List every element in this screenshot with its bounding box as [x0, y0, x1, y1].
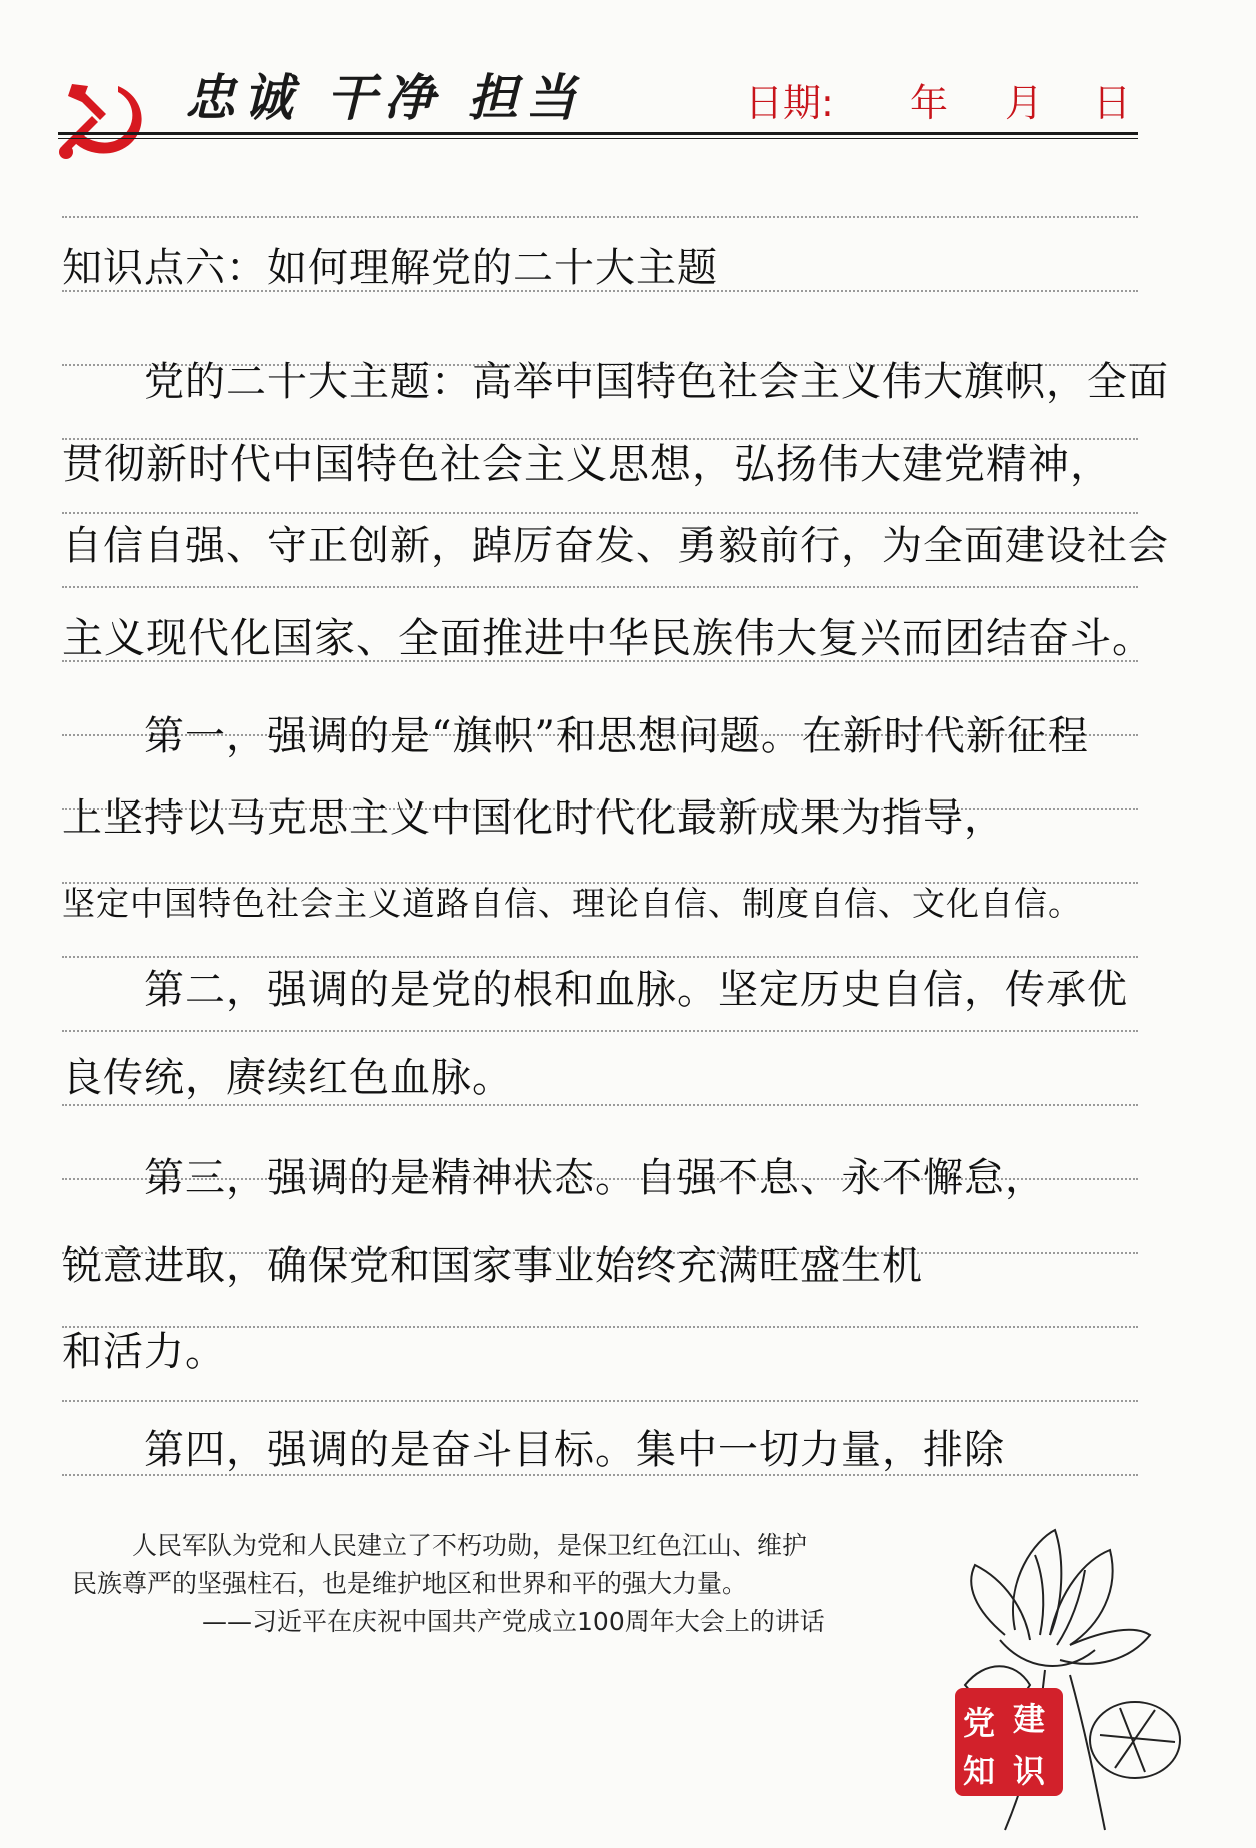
date-year-label: 年	[910, 81, 949, 125]
quote-line: 人民军队为党和人民建立了不朽功勋，是保卫红色江山、维护	[132, 1531, 808, 1560]
date-label: 日期:	[745, 81, 834, 125]
date-month-label: 月	[1005, 81, 1044, 125]
party-knowledge-seal	[955, 1688, 1063, 1796]
body-line: 主义现代化国家、全面推进中华民族伟大复兴而团结奋斗。	[62, 614, 1154, 662]
ruled-line	[62, 956, 1138, 958]
ruled-line	[62, 216, 1138, 218]
body-line: 坚定中国特色社会主义道路自信、理论自信、制度自信、文化自信。	[62, 884, 1082, 923]
body-line: 党的二十大主题：高举中国特色社会主义伟大旗帜，全面	[62, 359, 1169, 405]
printed-quote	[72, 1527, 952, 1641]
ruled-line	[62, 1030, 1138, 1032]
party-emblem-icon	[58, 78, 154, 160]
body-line: 第四，强调的是奋斗目标。集中一切力量，排除	[62, 1427, 1005, 1473]
section-heading: 知识点六：如何理解党的二十大主题	[62, 245, 718, 291]
body-line: 第一，强调的是“旗帜”和思想问题。在新时代新征程	[62, 713, 1089, 759]
body-line: 良传统，赓续红色血脉。	[62, 1055, 513, 1101]
seal-char: 建	[1013, 1700, 1046, 1738]
seal-char: 知	[963, 1752, 996, 1790]
body-line: 上坚持以马克思主义中国化时代化最新成果为指导，	[62, 795, 1005, 841]
ruled-line	[62, 1400, 1138, 1402]
seal-char: 识	[1013, 1752, 1046, 1790]
seal-char: 党	[963, 1704, 996, 1742]
body-line: 和活力。	[62, 1329, 226, 1375]
body-line: 第二，强调的是党的根和血脉。坚定历史自信，传承优	[62, 967, 1128, 1013]
body-line: 第三，强调的是精神状态。自强不息、永不懈怠，	[62, 1155, 1046, 1201]
header-divider-thin	[58, 138, 1138, 139]
body-line: 贯彻新时代中国特色社会主义思想，弘扬伟大建党精神，	[62, 440, 1112, 488]
page-header	[0, 0, 1256, 150]
quote-line: 民族尊严的坚强柱石，也是维护地区和世界和平的强大力量。	[72, 1569, 748, 1598]
quote-attribution: ——习近平在庆祝中国共产党成立100周年大会上的讲话	[202, 1607, 825, 1636]
body-line: 自信自强、守正创新，踔厉奋发、勇毅前行，为全面建设社会	[62, 523, 1169, 569]
slogan-text: 忠诚 干净 担当	[185, 68, 584, 127]
ruled-line	[62, 586, 1138, 588]
body-line: 锐意进取，确保党和国家事业始终充满旺盛生机	[62, 1243, 923, 1289]
header-divider	[58, 132, 1138, 135]
date-day-label: 日	[1093, 81, 1132, 125]
ruled-line	[62, 512, 1138, 514]
